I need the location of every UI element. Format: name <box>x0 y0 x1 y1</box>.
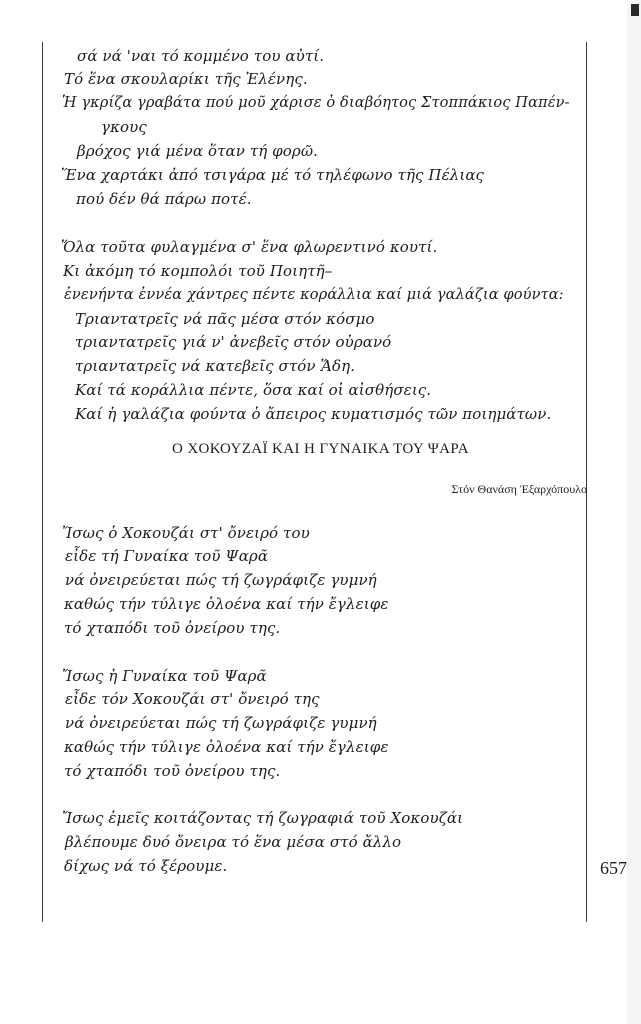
poem-line: ἐνενήντα ἐννέα χάντρες πέντε κοράλλια καί μιά γαλάζια φούντα: <box>64 286 564 303</box>
poem-line: τό χταπόδι τοῦ ὀνείρου της. <box>64 762 281 780</box>
poem-line: Κι ἀκόμη τό κομπολόι τοῦ Ποιητῆ– <box>63 262 333 280</box>
poem-line: Καί τά κοράλλια πέντε, ὅσα καί οἱ αἰσθήσεις. <box>75 381 432 399</box>
dedication: Στόν Θανάση Ἐξαρχόπουλο <box>451 482 587 496</box>
poem-line: Ὅλα τοῦτα φυλαγμένα σ' ἕνα φλωρεντινό κουτί. <box>61 238 438 256</box>
poem-line: νά ὀνειρεύεται πώς τή ζωγράφιζε γυμνή <box>65 714 377 732</box>
poem-line: καθώς τήν τύλιγε ὁλοένα καί τήν ἔγλειφε <box>64 595 389 613</box>
poem-line: Ἴσως ἐμεῖς κοιτάζοντας τή ζωγραφιά τοῦ Χοκουζάι <box>62 809 464 827</box>
poem-line: Ἴσως ἡ Γυναίκα τοῦ Ψαρᾶ <box>62 667 267 685</box>
poem-line: νά ὀνειρεύεται πώς τή ζωγράφιζε γυμνή <box>65 571 377 589</box>
poem-line: γκους <box>101 118 147 136</box>
page-number: 657 <box>600 858 627 878</box>
poem-line: εἶδε τόν Χοκουζάι στ' ὄνειρό της <box>65 690 320 708</box>
poem-line: καθώς τήν τύλιγε ὁλοένα καί τήν ἔγλειφε <box>64 738 389 756</box>
poem-line: τριαντατρεῖς γιά ν' ἀνεβεῖς στόν οὐρανό <box>75 333 392 351</box>
page-edge <box>627 0 641 1024</box>
poem-line: βρόχος γιά μένα ὅταν τή φορῶ. <box>77 142 319 160</box>
poem-title: Ο ΧΟΚΟΥΖΑΪ ΚΑΙ Η ΓΥΝΑΙΚΑ ΤΟΥ ΨΑΡΑ <box>171 441 470 457</box>
poem-line: Ἕνα χαρτάκι ἀπό τσιγάρα μέ τό τηλέφωνο τῆς Πέλιας <box>61 166 485 184</box>
left-margin-rule <box>42 42 43 922</box>
poem-line: Τό ἕνα σκουλαρίκι τῆς Ἑλένης. <box>64 70 308 88</box>
poem-line: τό χταπόδι τοῦ ὀνείρου της. <box>64 619 281 637</box>
poem-line: Ἡ γκρίζα γραβάτα πού μοῦ χάρισε ὁ διαβόητος Στοππάκιος Παπέν- <box>62 94 570 111</box>
poem-line: τριαντατρεῖς νά κατεβεῖς στόν Ἅδη. <box>75 357 356 375</box>
poem-line: Καί ἡ γαλάζια φούντα ὁ ἄπειρος κυματισμός τῶν ποιημάτων. <box>75 405 552 423</box>
poem-line: εἶδε τή Γυναίκα τοῦ Ψαρᾶ <box>65 547 269 565</box>
poem-line: πού δέν θά πάρω ποτέ. <box>76 190 252 208</box>
poem-line: Ἴσως ὁ Χοκουζάι στ' ὄνειρό του <box>62 524 310 542</box>
poem-line: δίχως νά τό ξέρουμε. <box>64 857 228 875</box>
poem-line: σά νά 'ναι τό κομμένο του αὐτί. <box>77 47 325 65</box>
poem-line: βλέπουμε δυό ὄνειρα τό ἕνα μέσα στό ἄλλο <box>65 833 402 851</box>
page-edge-mark <box>631 4 639 16</box>
poem-line: Τριαντατρεῖς νά πᾶς μέσα στόν κόσμο <box>75 310 375 328</box>
